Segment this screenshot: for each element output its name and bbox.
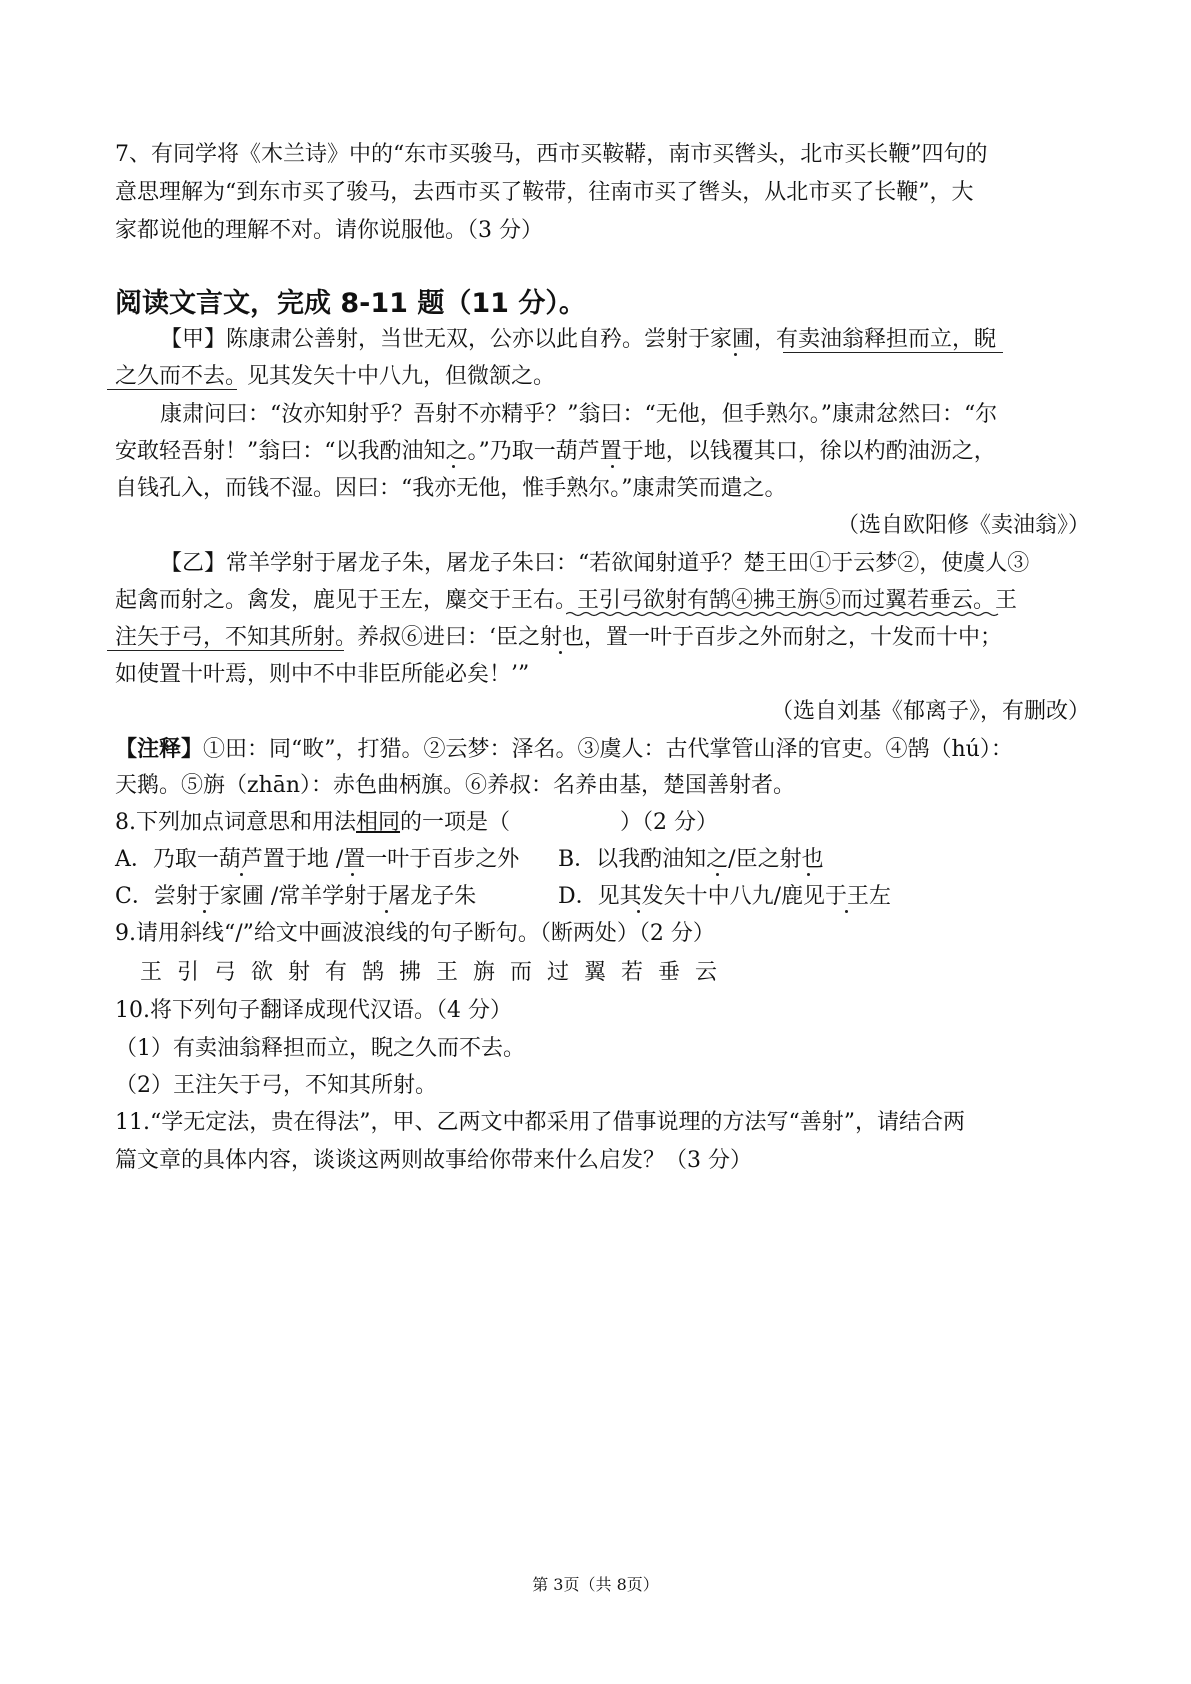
emphasis-dot (611, 465, 614, 468)
q8-option-a: A．乃取一葫芦置于地 /置一叶于百步之外 (115, 847, 520, 872)
emphasis-dot (240, 873, 243, 876)
jia-line-1: 【甲】陈康肃公善射，当世无双，公亦以此自矜。尝射于家圃，有卖油翁释担而立，睨 (160, 327, 997, 352)
notes-label: 【注释】 (115, 736, 204, 762)
q8-option-b: B．以我酌油知之/臣之射也 (558, 847, 824, 872)
q8-stem (115, 808, 1090, 838)
notes-line-1 (115, 734, 1090, 765)
q7-line-1: 7、有同学将《木兰诗》中的“东市买骏马，西市买鞍鞯，南市买辔头，北市买长鞭”四句的 (115, 142, 988, 167)
notes-text-1: ①田：同“畋”，打猎。②云梦：泽名。③虞人：古代掌管山泽的官吏。④鹄（hú）： (203, 737, 1013, 762)
yi-source: （选自刘基《郁离子》，有删改） (770, 699, 1090, 724)
q9-stem: 9.请用斜线“/”给文中画波浪线的句子断句。（断两处）（2 分） (115, 921, 715, 946)
notes-line-2: 天鹅。⑤旃（zhān）：赤色曲柄旗。⑥养叔：名养由基，楚国善射者。 (115, 773, 796, 798)
q10-item-2: （2）王注矢于弓，不知其所射。 (115, 1073, 437, 1098)
q8-stem-underlined: 相同 (356, 810, 401, 835)
q11-line-2: 篇文章的具体内容，谈谈这两则故事给你带来什么启发？（3 分） (115, 1148, 752, 1173)
q11-line-1: 11.“学无定法，贵在得法”，甲、乙两文中都采用了借事说理的方法写“善射”，请结合两 (115, 1110, 965, 1135)
q8-option-c: C．尝射于家圃 /常羊学射于屠龙子朱 (115, 884, 477, 909)
q10-item-1: （1）有卖油翁释担而立，睨之久而不去。 (115, 1036, 525, 1061)
q9-sentence: 王引弓欲射有鹄拂王旃而过翼若垂云 (140, 960, 733, 985)
q10-stem: 10.将下列句子翻译成现代汉语。（4 分） (115, 998, 512, 1023)
q7-line-3: 家都说他的理解不对。请你说服他。（3 分） (115, 218, 543, 243)
section-heading: 阅读文言文，完成 8-11 题（11 分）。 (115, 288, 586, 319)
emphasis-dot (845, 910, 848, 913)
underline-mark (783, 352, 1003, 353)
emphasis-dot (637, 910, 640, 913)
jia-line-5: 自钱孔入，而钱不湿。因曰：“我亦无他，惟手熟尔。”康肃笑而遣之。 (115, 476, 787, 501)
yi-line-1: 【乙】常羊学射于屠龙子朱，屠龙子朱曰：“若欲闻射道乎？楚王田①于云梦②，使虞人③ (160, 551, 1030, 576)
q8-stem-b: 的一项是（ ）（2 分） (400, 810, 719, 835)
page-footer: 第 3页（共 8页） (532, 1575, 659, 1594)
yi-line-4: 如使置十叶焉，则中不中非臣所能必矣！’” (115, 662, 530, 687)
emphasis-dot (716, 873, 719, 876)
emphasis-dot (452, 465, 455, 468)
underline-mark (107, 389, 237, 390)
underline-mark (107, 650, 344, 651)
q8-option-d: D．见其发矢十中八九/鹿见于王左 (558, 884, 892, 909)
jia-source: （选自欧阳修《卖油翁》） (836, 513, 1090, 538)
jia-line-4: 安敢轻吾射！”翁曰：“以我酌油知之。”乃取一葫芦置于地，以钱覆其口，徐以杓酌油沥之， (115, 439, 996, 464)
jia-line-3: 康肃问曰：“汝亦知射乎？吾射不亦精乎？”翁曰：“无他，但手熟尔。”康肃忿然曰：“尔 (160, 402, 998, 427)
yi-line-3: 注矢于弓，不知其所射。养叔⑥进曰：‘臣之射也，置一叶于百步之外而射之，十发而十中； (115, 625, 1002, 650)
emphasis-dot (385, 910, 388, 913)
emphasis-dot (203, 910, 206, 913)
q8-stem-a: 8.下列加点词意思和用法 (115, 810, 356, 835)
jia-line-2: 之久而不去。见其发矢十中八九，但微颔之。 (115, 364, 556, 389)
emphasis-dot (734, 353, 737, 356)
q7-line-2: 意思理解为“到东市买了骏马，去西市买了鞍带，往南市买了辔头，从北市买了长鞭”，大 (115, 180, 974, 205)
emphasis-dot (559, 651, 562, 654)
wavy-underline-mark (566, 611, 1003, 617)
yi-line-2: 起禽而射之。禽发，鹿见于王左，麋交于王右。王引弓欲射有鹄④拂王旃⑤而过翼若垂云。王 (115, 588, 1018, 613)
emphasis-dot (351, 873, 354, 876)
emphasis-dot (807, 873, 810, 876)
